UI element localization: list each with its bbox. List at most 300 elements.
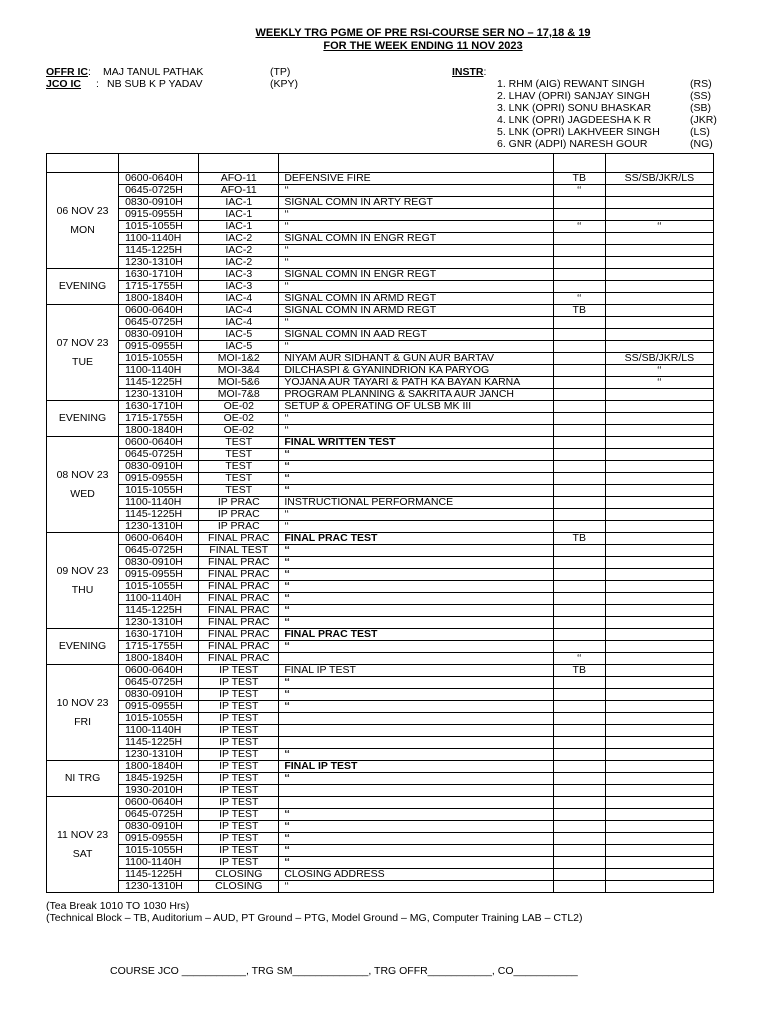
table-row xyxy=(47,629,714,641)
day-label: FRI xyxy=(74,715,91,728)
location-cell xyxy=(553,749,605,761)
subject-cell: SIGNAL COMN IN ENGR REGT xyxy=(279,269,553,281)
instructor-cell: ‘‘ xyxy=(605,377,713,389)
subject-cell: ‘‘ xyxy=(279,257,553,269)
instructor-cell xyxy=(605,401,713,413)
time-cell: 0830-0910H xyxy=(119,689,199,701)
subject-cell: ‘‘ xyxy=(279,557,553,569)
code-cell: IP TEST xyxy=(199,677,279,689)
instructor-cell xyxy=(605,281,713,293)
subject-cell: ‘‘ xyxy=(279,473,553,485)
code-cell: IP TEST xyxy=(199,701,279,713)
location-cell xyxy=(553,485,605,497)
code-cell: IP TEST xyxy=(199,821,279,833)
instructor-item: 3. LNK (OPRI) SONU BHASKAR (SB) xyxy=(497,102,711,114)
location-cell: ‘‘ xyxy=(553,185,605,197)
location-cell xyxy=(553,545,605,557)
instructor-cell xyxy=(605,197,713,209)
time-cell: 1800-1840H xyxy=(119,293,199,305)
table-row xyxy=(47,857,714,869)
subject-cell: SIGNAL COMN IN ARTY REGT xyxy=(279,197,553,209)
time-cell: 0915-0955H xyxy=(119,569,199,581)
offr-ic-abbr: (TP) xyxy=(270,66,291,78)
table-row xyxy=(47,353,714,365)
instructor-cell xyxy=(605,653,713,665)
day-label: MON xyxy=(70,223,95,236)
day-cell xyxy=(47,305,119,401)
code-cell: IAC-4 xyxy=(199,305,279,317)
location-cell xyxy=(553,401,605,413)
table-row xyxy=(47,365,714,377)
instructor-cell xyxy=(605,869,713,881)
code-cell: FINAL PRAC xyxy=(199,605,279,617)
day-label: 06 NOV 23 xyxy=(56,204,109,217)
time-cell: 0830-0910H xyxy=(119,557,199,569)
instructor-cell xyxy=(605,761,713,773)
code-cell: IP PRAC xyxy=(199,521,279,533)
location-cell xyxy=(553,281,605,293)
table-row xyxy=(47,221,714,233)
time-cell: 1230-1310H xyxy=(119,749,199,761)
location-cell xyxy=(553,641,605,653)
table-row xyxy=(47,185,714,197)
instructor-item: 5. LNK (OPRI) LAKHVEER SINGH (LS) xyxy=(497,126,710,138)
location-cell xyxy=(553,509,605,521)
subject-cell: PROGRAM PLANNING & SAKRITA AUR JANCH xyxy=(279,389,553,401)
subject-cell: ‘‘ xyxy=(279,701,553,713)
location-cell: TB xyxy=(553,305,605,317)
instructor-cell xyxy=(605,845,713,857)
time-cell: 1100-1140H xyxy=(119,365,199,377)
table-row xyxy=(47,581,714,593)
time-cell: 1015-1055H xyxy=(119,353,199,365)
code-cell: OE-02 xyxy=(199,425,279,437)
jco-ic-name: NB SUB K P YADAV xyxy=(107,78,203,90)
instructor-cell xyxy=(605,269,713,281)
time-cell: 1230-1310H xyxy=(119,521,199,533)
time-cell: 1230-1310H xyxy=(119,389,199,401)
instructor-cell xyxy=(605,665,713,677)
time-cell: 1800-1840H xyxy=(119,425,199,437)
subject-cell: FINAL PRAC TEST xyxy=(279,533,553,545)
day-label: EVENING xyxy=(58,412,107,424)
instructor-cell xyxy=(605,389,713,401)
time-cell: 1145-1225H xyxy=(119,245,199,257)
subject-cell: ‘‘ xyxy=(279,413,553,425)
instructor-cell xyxy=(605,725,713,737)
time-cell: 0645-0725H xyxy=(119,545,199,557)
subject-cell: ‘‘ xyxy=(279,857,553,869)
subject-cell: ‘‘ xyxy=(279,521,553,533)
subject-cell: SIGNAL COMN IN ENGR REGT xyxy=(279,233,553,245)
location-cell: ‘‘ xyxy=(553,653,605,665)
table-row xyxy=(47,269,714,281)
location-cell xyxy=(553,377,605,389)
table-row xyxy=(47,461,714,473)
time-cell: 1800-1840H xyxy=(119,761,199,773)
table-row xyxy=(47,317,714,329)
offr-ic-name: MAJ TANUL PATHAK xyxy=(103,66,204,78)
time-cell: 0915-0955H xyxy=(119,341,199,353)
time-cell: 1015-1055H xyxy=(119,845,199,857)
time-cell: 1100-1140H xyxy=(119,233,199,245)
table-row xyxy=(47,845,714,857)
time-cell: 0600-0640H xyxy=(119,797,199,809)
subject-cell: DILCHASPI & GYANINDRION KA PARYOG xyxy=(279,365,553,377)
table-row xyxy=(47,245,714,257)
table-row xyxy=(47,569,714,581)
day-label: 10 NOV 23 xyxy=(56,696,109,709)
code-cell: MOI-7&8 xyxy=(199,389,279,401)
code-cell: FINAL PRAC xyxy=(199,641,279,653)
time-cell: 0915-0955H xyxy=(119,833,199,845)
code-cell: IAC-1 xyxy=(199,197,279,209)
table-row xyxy=(47,665,714,677)
code-cell: TEST xyxy=(199,449,279,461)
day-label: TUE xyxy=(72,355,94,368)
code-cell: IP TEST xyxy=(199,785,279,797)
code-cell: IAC-2 xyxy=(199,257,279,269)
code-cell: IAC-3 xyxy=(199,281,279,293)
code-cell: FINAL PRAC xyxy=(199,557,279,569)
day-cell xyxy=(47,629,119,665)
instructor-cell xyxy=(605,569,713,581)
subject-cell: FINAL PRAC TEST xyxy=(279,629,553,641)
subject-cell: SETUP & OPERATING OF ULSB MK III xyxy=(279,401,553,413)
subject-cell xyxy=(279,737,553,749)
page-subtitle: FOR THE WEEK ENDING 11 NOV 2023 xyxy=(323,40,523,52)
offr-ic-label: OFFR IC: xyxy=(46,66,91,78)
instructor-cell xyxy=(605,413,713,425)
instructor-cell xyxy=(605,593,713,605)
subject-cell: ‘‘ xyxy=(279,581,553,593)
instructor-cell xyxy=(605,641,713,653)
time-cell: 0600-0640H xyxy=(119,173,199,185)
location-cell xyxy=(553,869,605,881)
code-cell: IAC-4 xyxy=(199,317,279,329)
subject-cell: ‘‘ xyxy=(279,809,553,821)
instructor-cell xyxy=(605,461,713,473)
table-row xyxy=(47,677,714,689)
location-cell xyxy=(553,437,605,449)
table-row xyxy=(47,797,714,809)
time-cell: 1930-2010H xyxy=(119,785,199,797)
location-cell xyxy=(553,341,605,353)
page-title: WEEKLY TRG PGME OF PRE RSI-COURSE SER NO – 17,18 & 19 xyxy=(255,27,591,39)
code-cell: IAC-4 xyxy=(199,293,279,305)
schedule-table xyxy=(46,153,714,893)
code-cell: IP TEST xyxy=(199,797,279,809)
subject-cell: ‘‘ xyxy=(279,317,553,329)
day-label: NI TRG xyxy=(64,772,101,784)
instructor-cell xyxy=(605,545,713,557)
instructor-cell xyxy=(605,677,713,689)
time-cell: 0830-0910H xyxy=(119,329,199,341)
table-row xyxy=(47,281,714,293)
instructor-cell xyxy=(605,689,713,701)
subject-cell: INSTRUCTIONAL PERFORMANCE xyxy=(279,497,553,509)
code-cell: IP PRAC xyxy=(199,497,279,509)
subject-cell: NIYAM AUR SIDHANT & GUN AUR BARTAV xyxy=(279,353,553,365)
time-cell: 0830-0910H xyxy=(119,821,199,833)
instr-label: INSTR: xyxy=(452,66,487,78)
time-cell: 1015-1055H xyxy=(119,485,199,497)
table-row xyxy=(47,809,714,821)
table-row xyxy=(47,425,714,437)
day-label: 09 NOV 23 xyxy=(56,564,109,577)
code-cell: FINAL PRAC xyxy=(199,617,279,629)
table-row xyxy=(47,737,714,749)
code-cell: MOI-3&4 xyxy=(199,365,279,377)
day-label: 11 NOV 23 xyxy=(56,828,109,841)
time-cell: 1800-1840H xyxy=(119,653,199,665)
location-cell xyxy=(553,785,605,797)
instructor-cell xyxy=(605,521,713,533)
code-cell: IP TEST xyxy=(199,809,279,821)
day-cell xyxy=(47,797,119,893)
time-cell: 0830-0910H xyxy=(119,197,199,209)
location-cell: TB xyxy=(553,173,605,185)
table-row xyxy=(47,617,714,629)
subject-cell: ‘‘ xyxy=(279,425,553,437)
time-cell: 1145-1225H xyxy=(119,509,199,521)
instructor-cell xyxy=(605,821,713,833)
time-cell: 0645-0725H xyxy=(119,185,199,197)
location-cell xyxy=(553,557,605,569)
day-cell xyxy=(47,437,119,533)
table-row xyxy=(47,173,714,185)
code-cell: MOI-1&2 xyxy=(199,353,279,365)
table-row xyxy=(47,341,714,353)
time-cell: 0915-0955H xyxy=(119,473,199,485)
table-row xyxy=(47,881,714,893)
location-cell: ‘‘ xyxy=(553,221,605,233)
table-row xyxy=(47,377,714,389)
location-cell xyxy=(553,365,605,377)
code-cell: IP TEST xyxy=(199,761,279,773)
table-row xyxy=(47,473,714,485)
table-row xyxy=(47,521,714,533)
location-cell: TB xyxy=(553,665,605,677)
table-row xyxy=(47,545,714,557)
table-row xyxy=(47,605,714,617)
subject-cell: ‘‘ xyxy=(279,593,553,605)
location-cell xyxy=(553,857,605,869)
header-cell xyxy=(605,154,713,173)
code-cell: AFO-11 xyxy=(199,185,279,197)
code-cell: FINAL PRAC xyxy=(199,533,279,545)
table-row xyxy=(47,833,714,845)
subject-cell: ‘‘ xyxy=(279,881,553,893)
code-cell: TEST xyxy=(199,437,279,449)
instructor-cell xyxy=(605,305,713,317)
location-cell xyxy=(553,413,605,425)
instructor-cell xyxy=(605,833,713,845)
instructor-item: 6. GNR (ADPI) NARESH GOUR (NG) xyxy=(497,138,713,150)
time-cell: 0600-0640H xyxy=(119,305,199,317)
instructor-cell xyxy=(605,797,713,809)
subject-cell: FINAL IP TEST xyxy=(279,761,553,773)
location-cell xyxy=(553,629,605,641)
header-cell xyxy=(199,154,279,173)
time-cell: 0915-0955H xyxy=(119,209,199,221)
table-row xyxy=(47,233,714,245)
header-cell xyxy=(119,154,199,173)
instructor-cell xyxy=(605,749,713,761)
code-cell: MOI-5&6 xyxy=(199,377,279,389)
tea-break-note: (Tea Break 1010 TO 1030 Hrs) xyxy=(46,900,190,912)
instructor-cell xyxy=(605,737,713,749)
subject-cell: ‘‘ xyxy=(279,677,553,689)
location-cell xyxy=(553,593,605,605)
subject-cell: ‘‘ xyxy=(279,749,553,761)
location-cell xyxy=(553,257,605,269)
day-cell xyxy=(47,761,119,797)
subject-cell: FINAL IP TEST xyxy=(279,665,553,677)
instructor-item: 4. LNK (OPRI) JAGDEESHA K R (JKR) xyxy=(497,114,717,126)
time-cell: 1100-1140H xyxy=(119,497,199,509)
subject-cell: ‘‘ xyxy=(279,245,553,257)
subject-cell: ‘‘ xyxy=(279,341,553,353)
instructor-cell xyxy=(605,293,713,305)
subject-cell xyxy=(279,797,553,809)
location-cell xyxy=(553,677,605,689)
location-cell xyxy=(553,605,605,617)
table-row xyxy=(47,821,714,833)
location-cell xyxy=(553,473,605,485)
table-row xyxy=(47,689,714,701)
time-cell: 1715-1755H xyxy=(119,641,199,653)
code-cell: FINAL PRAC xyxy=(199,653,279,665)
instructor-cell xyxy=(605,329,713,341)
time-cell: 1145-1225H xyxy=(119,737,199,749)
subject-cell: FINAL WRITTEN TEST xyxy=(279,437,553,449)
time-cell: 1015-1055H xyxy=(119,581,199,593)
code-cell: IP TEST xyxy=(199,857,279,869)
subject-cell: SIGNAL COMN IN ARMD REGT xyxy=(279,293,553,305)
subject-cell: ‘‘ xyxy=(279,509,553,521)
time-cell: 1630-1710H xyxy=(119,629,199,641)
day-label: WED xyxy=(70,487,95,500)
code-cell: FINAL PRAC xyxy=(199,569,279,581)
subject-cell xyxy=(279,725,553,737)
instructor-cell xyxy=(605,245,713,257)
subject-cell xyxy=(279,785,553,797)
code-cell: IP TEST xyxy=(199,749,279,761)
subject-cell: ‘‘ xyxy=(279,221,553,233)
time-cell: 0645-0725H xyxy=(119,449,199,461)
code-cell: IAC-2 xyxy=(199,233,279,245)
day-cell xyxy=(47,173,119,269)
table-row xyxy=(47,413,714,425)
code-cell: IAC-1 xyxy=(199,209,279,221)
code-cell: TEST xyxy=(199,461,279,473)
subject-cell: CLOSING ADDRESS xyxy=(279,869,553,881)
code-cell: IAC-1 xyxy=(199,221,279,233)
subject-cell: DEFENSIVE FIRE xyxy=(279,173,553,185)
code-cell: IP TEST xyxy=(199,665,279,677)
instructor-cell xyxy=(605,857,713,869)
time-cell: 1715-1755H xyxy=(119,281,199,293)
subject-cell: YOJANA AUR TAYARI & PATH KA BAYAN KARNA xyxy=(279,377,553,389)
instructor-cell xyxy=(605,341,713,353)
instructor-cell xyxy=(605,581,713,593)
instructor-cell xyxy=(605,557,713,569)
table-row xyxy=(47,725,714,737)
day-label: SAT xyxy=(72,847,93,860)
time-cell: 0600-0640H xyxy=(119,533,199,545)
code-cell: FINAL PRAC xyxy=(199,593,279,605)
instructor-cell xyxy=(605,449,713,461)
instructor-cell xyxy=(605,629,713,641)
time-cell: 1100-1140H xyxy=(119,725,199,737)
location-cell xyxy=(553,353,605,365)
location-cell xyxy=(553,197,605,209)
subject-cell: ‘‘ xyxy=(279,845,553,857)
day-label: 08 NOV 23 xyxy=(56,468,109,481)
table-row xyxy=(47,869,714,881)
location-cell xyxy=(553,245,605,257)
code-cell: IP TEST xyxy=(199,713,279,725)
subject-cell: ‘‘ xyxy=(279,569,553,581)
subject-cell: ‘‘ xyxy=(279,821,553,833)
instructor-cell xyxy=(605,425,713,437)
subject-cell: SIGNAL COMN IN ARMD REGT xyxy=(279,305,553,317)
table-row xyxy=(47,437,714,449)
instructor-cell xyxy=(605,773,713,785)
location-cell xyxy=(553,737,605,749)
subject-cell: ‘‘ xyxy=(279,689,553,701)
time-cell: 0645-0725H xyxy=(119,317,199,329)
subject-cell: ‘‘ xyxy=(279,605,553,617)
signature-line: COURSE JCO ___________, TRG SM_____________, TRG OFFR___________, CO___________ xyxy=(110,965,578,977)
instructor-cell xyxy=(605,185,713,197)
instructor-cell xyxy=(605,257,713,269)
subject-cell xyxy=(279,653,553,665)
instructor-cell xyxy=(605,785,713,797)
time-cell: 1015-1055H xyxy=(119,713,199,725)
table-row xyxy=(47,197,714,209)
table-row xyxy=(47,533,714,545)
subject-cell: ‘‘ xyxy=(279,641,553,653)
table-row xyxy=(47,653,714,665)
location-cell xyxy=(553,761,605,773)
instructor-cell xyxy=(605,317,713,329)
code-cell: IP TEST xyxy=(199,725,279,737)
time-cell: 1230-1310H xyxy=(119,617,199,629)
table-row xyxy=(47,329,714,341)
subject-cell: ‘‘ xyxy=(279,545,553,557)
instructor-cell xyxy=(605,809,713,821)
table-row xyxy=(47,389,714,401)
code-cell: IP TEST xyxy=(199,833,279,845)
time-cell: 1145-1225H xyxy=(119,869,199,881)
location-cell: ‘‘ xyxy=(553,293,605,305)
time-cell: 0600-0640H xyxy=(119,437,199,449)
time-cell: 1230-1310H xyxy=(119,881,199,893)
notes xyxy=(46,900,583,924)
table-row xyxy=(47,593,714,605)
subject-cell: SIGNAL COMN IN AAD REGT xyxy=(279,329,553,341)
time-cell: 1715-1755H xyxy=(119,413,199,425)
location-cell xyxy=(553,209,605,221)
instructor-cell xyxy=(605,617,713,629)
location-cell xyxy=(553,797,605,809)
table-row xyxy=(47,509,714,521)
code-cell: IAC-5 xyxy=(199,341,279,353)
location-cell xyxy=(553,773,605,785)
instructor-cell xyxy=(605,473,713,485)
